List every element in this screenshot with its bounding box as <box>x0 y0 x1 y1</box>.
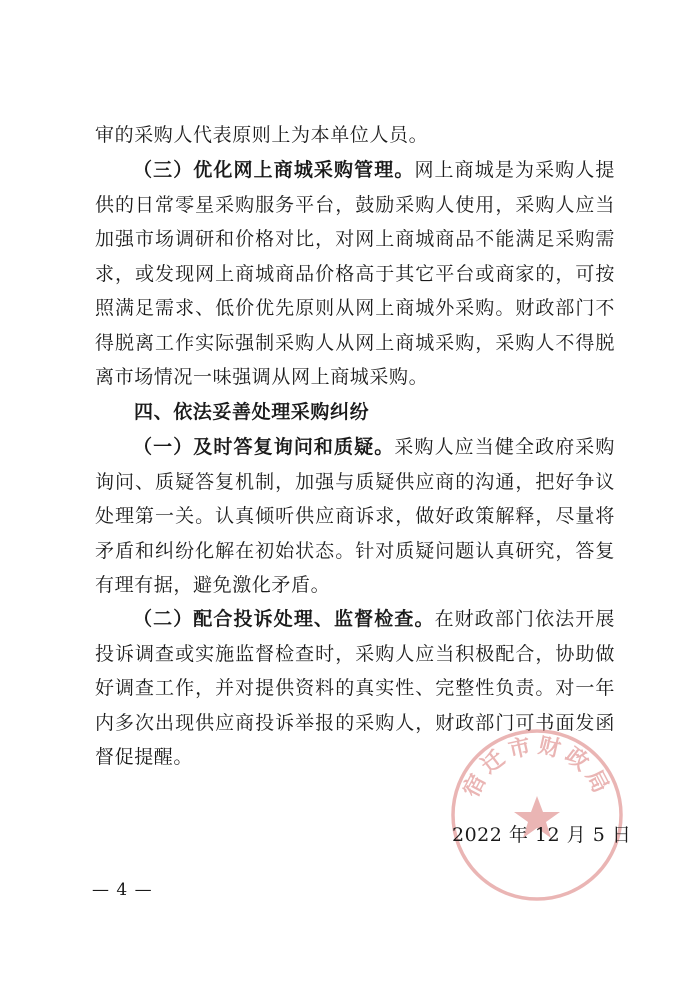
paragraph-text: 在财政部门依法开展投诉调查或实施监督检查时，采购人应当积极配合，协助做好调查工作，并对提供资料的真实性、完整性负责。对一年内多次出现供应商投诉举报的采购人，财政部门可书面发函督促提醒。 <box>95 608 615 768</box>
document-date: 2022 年 12 月 5 日 <box>452 824 632 846</box>
page-number: — 4 — <box>92 880 153 900</box>
paragraph-continuation <box>95 118 615 153</box>
paragraph-lead: （一）及时答复询问和质疑。 <box>133 436 395 458</box>
paragraph-text: 采购人应当健全政府采购询问、质疑答复机制，加强与质疑供应商的沟通，把好争议处理第一关。认真倾听供应商诉求，做好政策解释，尽量将矛盾和纠纷化解在初始状态。针对质疑问题认真研究，答复有理有据，避免激化矛盾。 <box>95 436 615 596</box>
paragraph-reply-inquiry <box>95 430 615 603</box>
svg-text:宿迁市财政局: 宿迁市财政局 <box>458 732 616 802</box>
paragraph-text: 审的采购人代表原则上为本单位人员。 <box>95 124 429 146</box>
section-heading-4: 四、依法妥善处理采购纠纷 <box>134 401 370 423</box>
official-seal <box>448 726 626 904</box>
paragraph-lead: （二）配合投诉处理、监督检查。 <box>133 608 435 630</box>
paragraph-lead: （三）优化网上商城采购管理。 <box>133 159 415 181</box>
paragraph-online-mall <box>95 153 615 395</box>
paragraph-text: 网上商城是为采购人提供的日常零星采购服务平台，鼓励采购人使用，采购人应当加强市场调研和价格对比，对网上商城商品不能满足采购需求，或发现网上商城商品价格高于其它平台或商家的，可按照满足需求、低价优先原则从网上商城外采购。财政部门不得脱离工作实际强制采购人从网上商城采购，采购人不得脱离市场情况一味强调从网上商城采购。 <box>95 159 615 388</box>
